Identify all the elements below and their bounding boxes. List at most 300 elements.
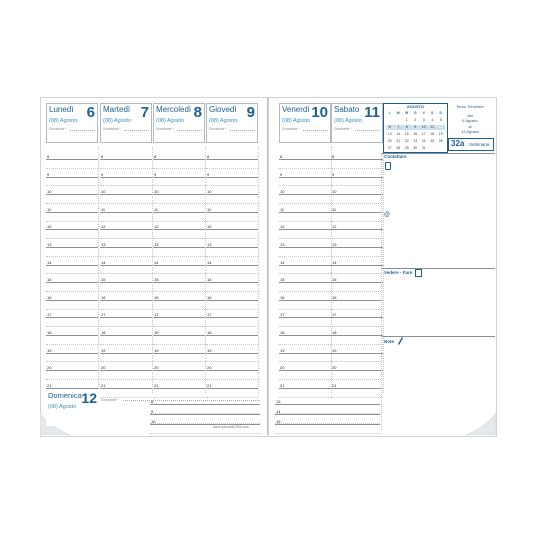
half-hour-line xyxy=(206,379,258,380)
see-do-label: Vedere - Fare xyxy=(384,270,413,275)
section-divider xyxy=(382,268,495,269)
hour-line xyxy=(153,194,205,195)
hour-line xyxy=(279,317,331,318)
hour-line xyxy=(206,335,258,336)
half-hour-line xyxy=(331,256,383,257)
calendar-day: 30 xyxy=(413,146,418,150)
owner-line xyxy=(355,130,380,131)
hour-label: 8 xyxy=(207,154,210,159)
owner-line xyxy=(230,130,255,131)
half-hour-line xyxy=(275,433,380,434)
owner-line xyxy=(124,130,149,131)
hour-line xyxy=(331,212,383,213)
half-hour-line xyxy=(206,168,258,169)
half-hour-line xyxy=(331,397,383,398)
calendar-weekday: L xyxy=(388,111,391,115)
hour-line xyxy=(46,265,98,266)
day-name: Giovedì xyxy=(209,105,237,114)
hour-label: 20 xyxy=(154,365,159,371)
half-hour-line xyxy=(46,238,98,239)
hour-label: 10 xyxy=(101,189,106,195)
calendar-day: 13 xyxy=(387,132,392,136)
calendar-day: 12 xyxy=(437,125,446,130)
week-label: Settimana xyxy=(469,142,490,147)
half-hour-line xyxy=(100,185,152,186)
hour-line xyxy=(46,317,98,318)
hour-line xyxy=(46,247,98,248)
day-month: (08) Agosto xyxy=(49,118,78,124)
hour-label: 17 xyxy=(332,312,337,318)
hour-label: 21 xyxy=(154,382,159,388)
half-hour-line xyxy=(206,397,258,398)
half-hour-line xyxy=(331,273,383,274)
calendar-day: 17 xyxy=(421,132,426,136)
hour-line xyxy=(46,229,98,230)
hour-label: 21 xyxy=(47,382,52,388)
hour-line xyxy=(46,159,98,160)
owner-label: Dominante * xyxy=(334,127,352,131)
range-to: al xyxy=(468,124,472,129)
contact-label: Contattare xyxy=(384,154,407,159)
hour-line xyxy=(279,247,331,248)
day-number: 12 xyxy=(81,390,97,406)
hour-label: 9 xyxy=(154,171,157,177)
calendar-day: 25 xyxy=(430,139,435,143)
half-hour-line xyxy=(153,203,205,204)
half-hour-line xyxy=(153,256,205,257)
half-hour-line xyxy=(331,291,383,292)
week-number: 32a xyxy=(451,139,465,148)
calendar-day xyxy=(428,146,437,151)
hour-label: 9 xyxy=(207,171,210,177)
hour-line xyxy=(46,353,98,354)
half-hour-line xyxy=(279,344,331,345)
hour-label: 19 xyxy=(332,347,337,353)
day-header-3 xyxy=(153,103,205,143)
hour-line xyxy=(206,353,258,354)
hour-line xyxy=(100,300,152,301)
hour-line xyxy=(279,159,331,160)
hour-line xyxy=(206,300,258,301)
hour-label: 20 xyxy=(47,365,52,371)
day-month: (08) Agosto xyxy=(48,404,77,410)
half-hour-line xyxy=(153,361,205,362)
hour-label: 13 xyxy=(154,242,159,247)
calendar-day: 14 xyxy=(396,132,401,136)
hour-label: 18 xyxy=(332,330,337,335)
half-hour-line xyxy=(150,433,260,434)
calendar-day: 2 xyxy=(414,118,417,122)
quarter-label: Terzo Trimestre xyxy=(456,104,484,109)
hour-label: 17 xyxy=(101,312,106,318)
half-hour-line xyxy=(46,203,98,204)
hour-label: 20 xyxy=(207,365,212,371)
hour-line xyxy=(100,282,152,283)
calendar-day: 1 xyxy=(405,118,408,122)
day-number: 11 xyxy=(364,104,380,121)
hour-line xyxy=(153,177,205,178)
hour-line xyxy=(206,177,258,178)
hour-label: 18 xyxy=(280,330,285,335)
hour-label: 20 xyxy=(332,365,337,371)
owner-label: Dominante * xyxy=(49,127,67,131)
hour-label: 21 xyxy=(332,382,337,388)
calendar-day: 21 xyxy=(396,139,401,143)
half-hour-line xyxy=(46,344,98,345)
hour-line xyxy=(279,300,331,301)
calendar-day: 18 xyxy=(430,132,435,136)
hour-label: 19 xyxy=(101,347,106,353)
day-number: 10 xyxy=(311,104,328,121)
hour-label: 18 xyxy=(207,330,212,335)
hour-line xyxy=(150,404,260,405)
hour-label: 16 xyxy=(280,294,285,300)
owner-label: Dominante * xyxy=(156,127,174,131)
half-hour-line xyxy=(153,397,205,398)
hour-line xyxy=(100,317,152,318)
half-hour-line xyxy=(279,168,331,169)
half-hour-line xyxy=(153,168,205,169)
half-hour-line xyxy=(279,326,331,327)
hour-line xyxy=(206,370,258,371)
hour-line xyxy=(46,212,98,213)
half-hour-line xyxy=(153,221,205,222)
half-hour-line xyxy=(206,238,258,239)
hour-label: 12 xyxy=(47,224,52,230)
hour-label: 13 xyxy=(47,242,52,247)
hour-label: 15 xyxy=(332,277,337,283)
half-hour-line xyxy=(100,309,152,310)
half-hour-line xyxy=(206,221,258,222)
hour-line xyxy=(331,265,383,266)
half-hour-line xyxy=(279,221,331,222)
hour-label: 15 xyxy=(207,277,212,283)
day-month: (08) Agosto xyxy=(282,118,311,124)
half-hour-line xyxy=(206,291,258,292)
hour-line xyxy=(279,353,331,354)
hour-line xyxy=(100,177,152,178)
hour-label: 10 xyxy=(280,189,285,195)
half-hour-line xyxy=(46,256,98,257)
hour-label: 11 xyxy=(332,206,337,212)
hour-line xyxy=(153,212,205,213)
half-hour-line xyxy=(153,238,205,239)
right-panel-separator xyxy=(381,153,382,429)
hour-label: 19 xyxy=(154,347,159,353)
hour-line xyxy=(100,229,152,230)
hour-line xyxy=(331,177,383,178)
half-hour-line xyxy=(206,344,258,345)
calendar-day: 22 xyxy=(404,139,409,143)
hour-label: 16 xyxy=(207,294,212,300)
sunday-owner-line xyxy=(123,400,260,401)
hour-line xyxy=(153,353,205,354)
calendar-weekday: D xyxy=(439,111,442,115)
calendar-weekday: M xyxy=(405,111,409,115)
hour-label: 14 xyxy=(154,259,159,265)
hour-line xyxy=(206,265,258,266)
day-number: 7 xyxy=(140,104,149,121)
hour-line xyxy=(331,335,383,336)
calendar-day: 24 xyxy=(421,139,426,143)
calendar-day: 3 xyxy=(422,118,425,122)
hour-line xyxy=(100,212,152,213)
half-hour-line xyxy=(331,344,383,345)
hour-label: 10 xyxy=(47,189,52,195)
half-hour-line xyxy=(153,344,205,345)
half-hour-line xyxy=(206,309,258,310)
half-hour-line xyxy=(331,168,383,169)
calendar-weekday: G xyxy=(413,111,417,115)
hour-line xyxy=(100,194,152,195)
sunday-owner-label: Dominante * xyxy=(101,398,119,402)
clipboard-icon xyxy=(415,269,422,277)
hour-line xyxy=(46,282,98,283)
hour-label: 15 xyxy=(154,277,159,283)
hour-line xyxy=(279,177,331,178)
footer-url: www.quovadis1954.com xyxy=(213,425,249,429)
half-hour-line xyxy=(153,291,205,292)
hour-label: 9 xyxy=(332,171,335,177)
calendar-day: 16 xyxy=(413,132,418,136)
hour-label: 15 xyxy=(101,277,106,283)
half-hour-line xyxy=(46,291,98,292)
calendar-day: 9 xyxy=(411,125,420,130)
half-hour-line xyxy=(331,309,383,310)
hour-label: 12 xyxy=(101,224,106,230)
hour-label: 15 xyxy=(280,277,285,283)
hour-line xyxy=(331,159,383,160)
half-hour-line xyxy=(331,379,383,380)
week-badge xyxy=(448,138,494,151)
hour-line xyxy=(100,388,152,389)
half-hour-line xyxy=(100,361,152,362)
calendar-day: 29 xyxy=(404,146,409,150)
half-hour-line xyxy=(100,168,152,169)
calendar-day: 10 xyxy=(420,125,429,130)
hour-line xyxy=(331,370,383,371)
half-hour-line xyxy=(100,291,152,292)
half-hour-line xyxy=(100,203,152,204)
day-name: Martedì xyxy=(103,105,131,114)
hour-label: 14 xyxy=(101,259,106,265)
half-hour-line xyxy=(206,185,258,186)
half-hour-line xyxy=(46,221,98,222)
range-from-date: 6 Agosto xyxy=(462,118,478,123)
calendar-day xyxy=(386,118,395,123)
hour-label: 8 xyxy=(280,154,283,159)
half-hour-line xyxy=(279,273,331,274)
hour-label: 20 xyxy=(280,365,285,371)
hour-line xyxy=(331,300,383,301)
hour-label: 21 xyxy=(280,382,285,388)
hour-line xyxy=(279,282,331,283)
half-hour-line xyxy=(46,273,98,274)
day-name: Sabato xyxy=(334,105,360,114)
notes-label: Note xyxy=(384,339,394,344)
hour-line xyxy=(46,177,98,178)
half-hour-line xyxy=(100,238,152,239)
hour-label: 18 xyxy=(47,330,52,335)
hour-label: 12 xyxy=(207,224,212,230)
calendar-day: 11 xyxy=(428,125,437,130)
hour-label: 15 xyxy=(276,419,281,424)
day-header-1 xyxy=(46,103,98,143)
hour-label: 10 xyxy=(207,189,212,195)
hour-line xyxy=(331,388,383,389)
calendar-day: 27 xyxy=(387,146,392,150)
hour-line xyxy=(279,229,331,230)
hour-line xyxy=(206,247,258,248)
day-number: 6 xyxy=(86,104,95,121)
half-hour-line xyxy=(331,326,383,327)
hour-label: 15 xyxy=(47,277,52,283)
mini-calendar-title: AGOSTO xyxy=(406,104,425,109)
hour-label: 13 xyxy=(207,242,212,247)
day-number: 8 xyxy=(193,104,202,121)
hour-line xyxy=(46,335,98,336)
day-name: Venerdì xyxy=(282,105,310,114)
hour-line xyxy=(153,317,205,318)
hour-line xyxy=(279,212,331,213)
hour-label: 10 xyxy=(151,419,156,424)
owner-line xyxy=(177,130,202,131)
hour-label: 12 xyxy=(332,224,337,230)
half-hour-line xyxy=(46,361,98,362)
binding-gutter xyxy=(267,97,268,435)
hour-line xyxy=(153,335,205,336)
half-hour-line xyxy=(206,326,258,327)
day-name: Mercoledì xyxy=(156,105,192,114)
column-separator xyxy=(98,147,99,393)
owner-label: Dominante * xyxy=(282,127,300,131)
hour-line xyxy=(153,159,205,160)
half-hour-line xyxy=(153,185,205,186)
hour-line xyxy=(100,335,152,336)
hour-label: 21 xyxy=(207,382,212,388)
hour-line xyxy=(46,194,98,195)
hour-label: 17 xyxy=(207,312,212,318)
owner-label: Dominante * xyxy=(209,127,227,131)
half-hour-line xyxy=(279,361,331,362)
hour-label: 10 xyxy=(154,189,159,195)
half-hour-line xyxy=(331,221,383,222)
calendar-day: 5 xyxy=(439,118,442,122)
hour-line xyxy=(275,414,380,415)
calendar-weekday: M xyxy=(396,111,400,115)
hour-line xyxy=(279,194,331,195)
hour-line xyxy=(206,212,258,213)
hour-line xyxy=(206,388,258,389)
hour-label: 16 xyxy=(332,294,337,300)
hour-label: 13 xyxy=(276,399,281,404)
hour-line xyxy=(153,229,205,230)
phone-icon xyxy=(385,162,391,170)
hour-label: 17 xyxy=(154,312,159,318)
calendar-day: 31 xyxy=(421,146,426,150)
column-separator xyxy=(152,147,153,393)
hour-line xyxy=(46,300,98,301)
hour-label: 11 xyxy=(101,206,106,212)
owner-line xyxy=(303,130,328,131)
hour-line xyxy=(331,317,383,318)
hour-label: 17 xyxy=(47,312,52,318)
half-hour-line xyxy=(153,379,205,380)
hour-line xyxy=(150,414,260,415)
hour-label: 9 xyxy=(101,171,104,177)
half-hour-line xyxy=(100,273,152,274)
hour-line xyxy=(331,282,383,283)
half-hour-line xyxy=(46,168,98,169)
half-hour-line xyxy=(100,344,152,345)
mini-calendar xyxy=(383,103,448,153)
calendar-day: 19 xyxy=(438,132,443,136)
hour-label: 8 xyxy=(47,154,50,159)
hour-label: 16 xyxy=(154,294,159,300)
hour-line xyxy=(206,159,258,160)
hour-line xyxy=(100,247,152,248)
calendar-day: 6 xyxy=(386,125,395,130)
calendar-day: 7 xyxy=(394,125,403,130)
hour-label: 18 xyxy=(154,330,159,335)
day-header-5 xyxy=(279,103,331,143)
hour-label: 14 xyxy=(276,409,281,414)
hour-label: 14 xyxy=(280,259,285,265)
hour-label: 12 xyxy=(280,224,285,230)
hour-line xyxy=(275,404,380,405)
column-separator xyxy=(205,147,206,393)
hour-line xyxy=(100,159,152,160)
half-hour-line xyxy=(46,379,98,380)
hour-label: 9 xyxy=(280,171,283,177)
hour-line xyxy=(206,317,258,318)
calendar-day: 23 xyxy=(413,139,418,143)
hour-label: 13 xyxy=(280,242,285,247)
hour-line xyxy=(100,370,152,371)
half-hour-line xyxy=(100,326,152,327)
hour-line xyxy=(153,388,205,389)
hour-label: 19 xyxy=(207,347,212,353)
half-hour-line xyxy=(153,273,205,274)
half-hour-line xyxy=(100,256,152,257)
day-month: (08) Agosto xyxy=(209,118,238,124)
hour-label: 20 xyxy=(101,365,106,371)
pencil-icon xyxy=(397,336,404,345)
hour-label: 11 xyxy=(207,206,212,212)
half-hour-line xyxy=(46,309,98,310)
half-hour-line xyxy=(206,273,258,274)
hour-label: 11 xyxy=(154,206,159,212)
day-header-6 xyxy=(331,103,383,143)
calendar-day xyxy=(437,146,446,151)
hour-label: 12 xyxy=(154,224,159,230)
hour-label: 16 xyxy=(47,294,52,300)
half-hour-line xyxy=(279,256,331,257)
half-hour-line xyxy=(100,379,152,380)
owner-label: Dominante * xyxy=(103,127,121,131)
hour-label: 17 xyxy=(280,312,285,318)
hour-line xyxy=(279,335,331,336)
hour-label: 11 xyxy=(47,206,52,212)
hour-line xyxy=(206,282,258,283)
hour-line xyxy=(206,194,258,195)
half-hour-line xyxy=(206,256,258,257)
half-hour-line xyxy=(100,221,152,222)
range-to-date: 12 Agosto xyxy=(461,129,479,134)
half-hour-line xyxy=(153,326,205,327)
hour-label: 16 xyxy=(101,294,106,300)
hour-line xyxy=(279,388,331,389)
